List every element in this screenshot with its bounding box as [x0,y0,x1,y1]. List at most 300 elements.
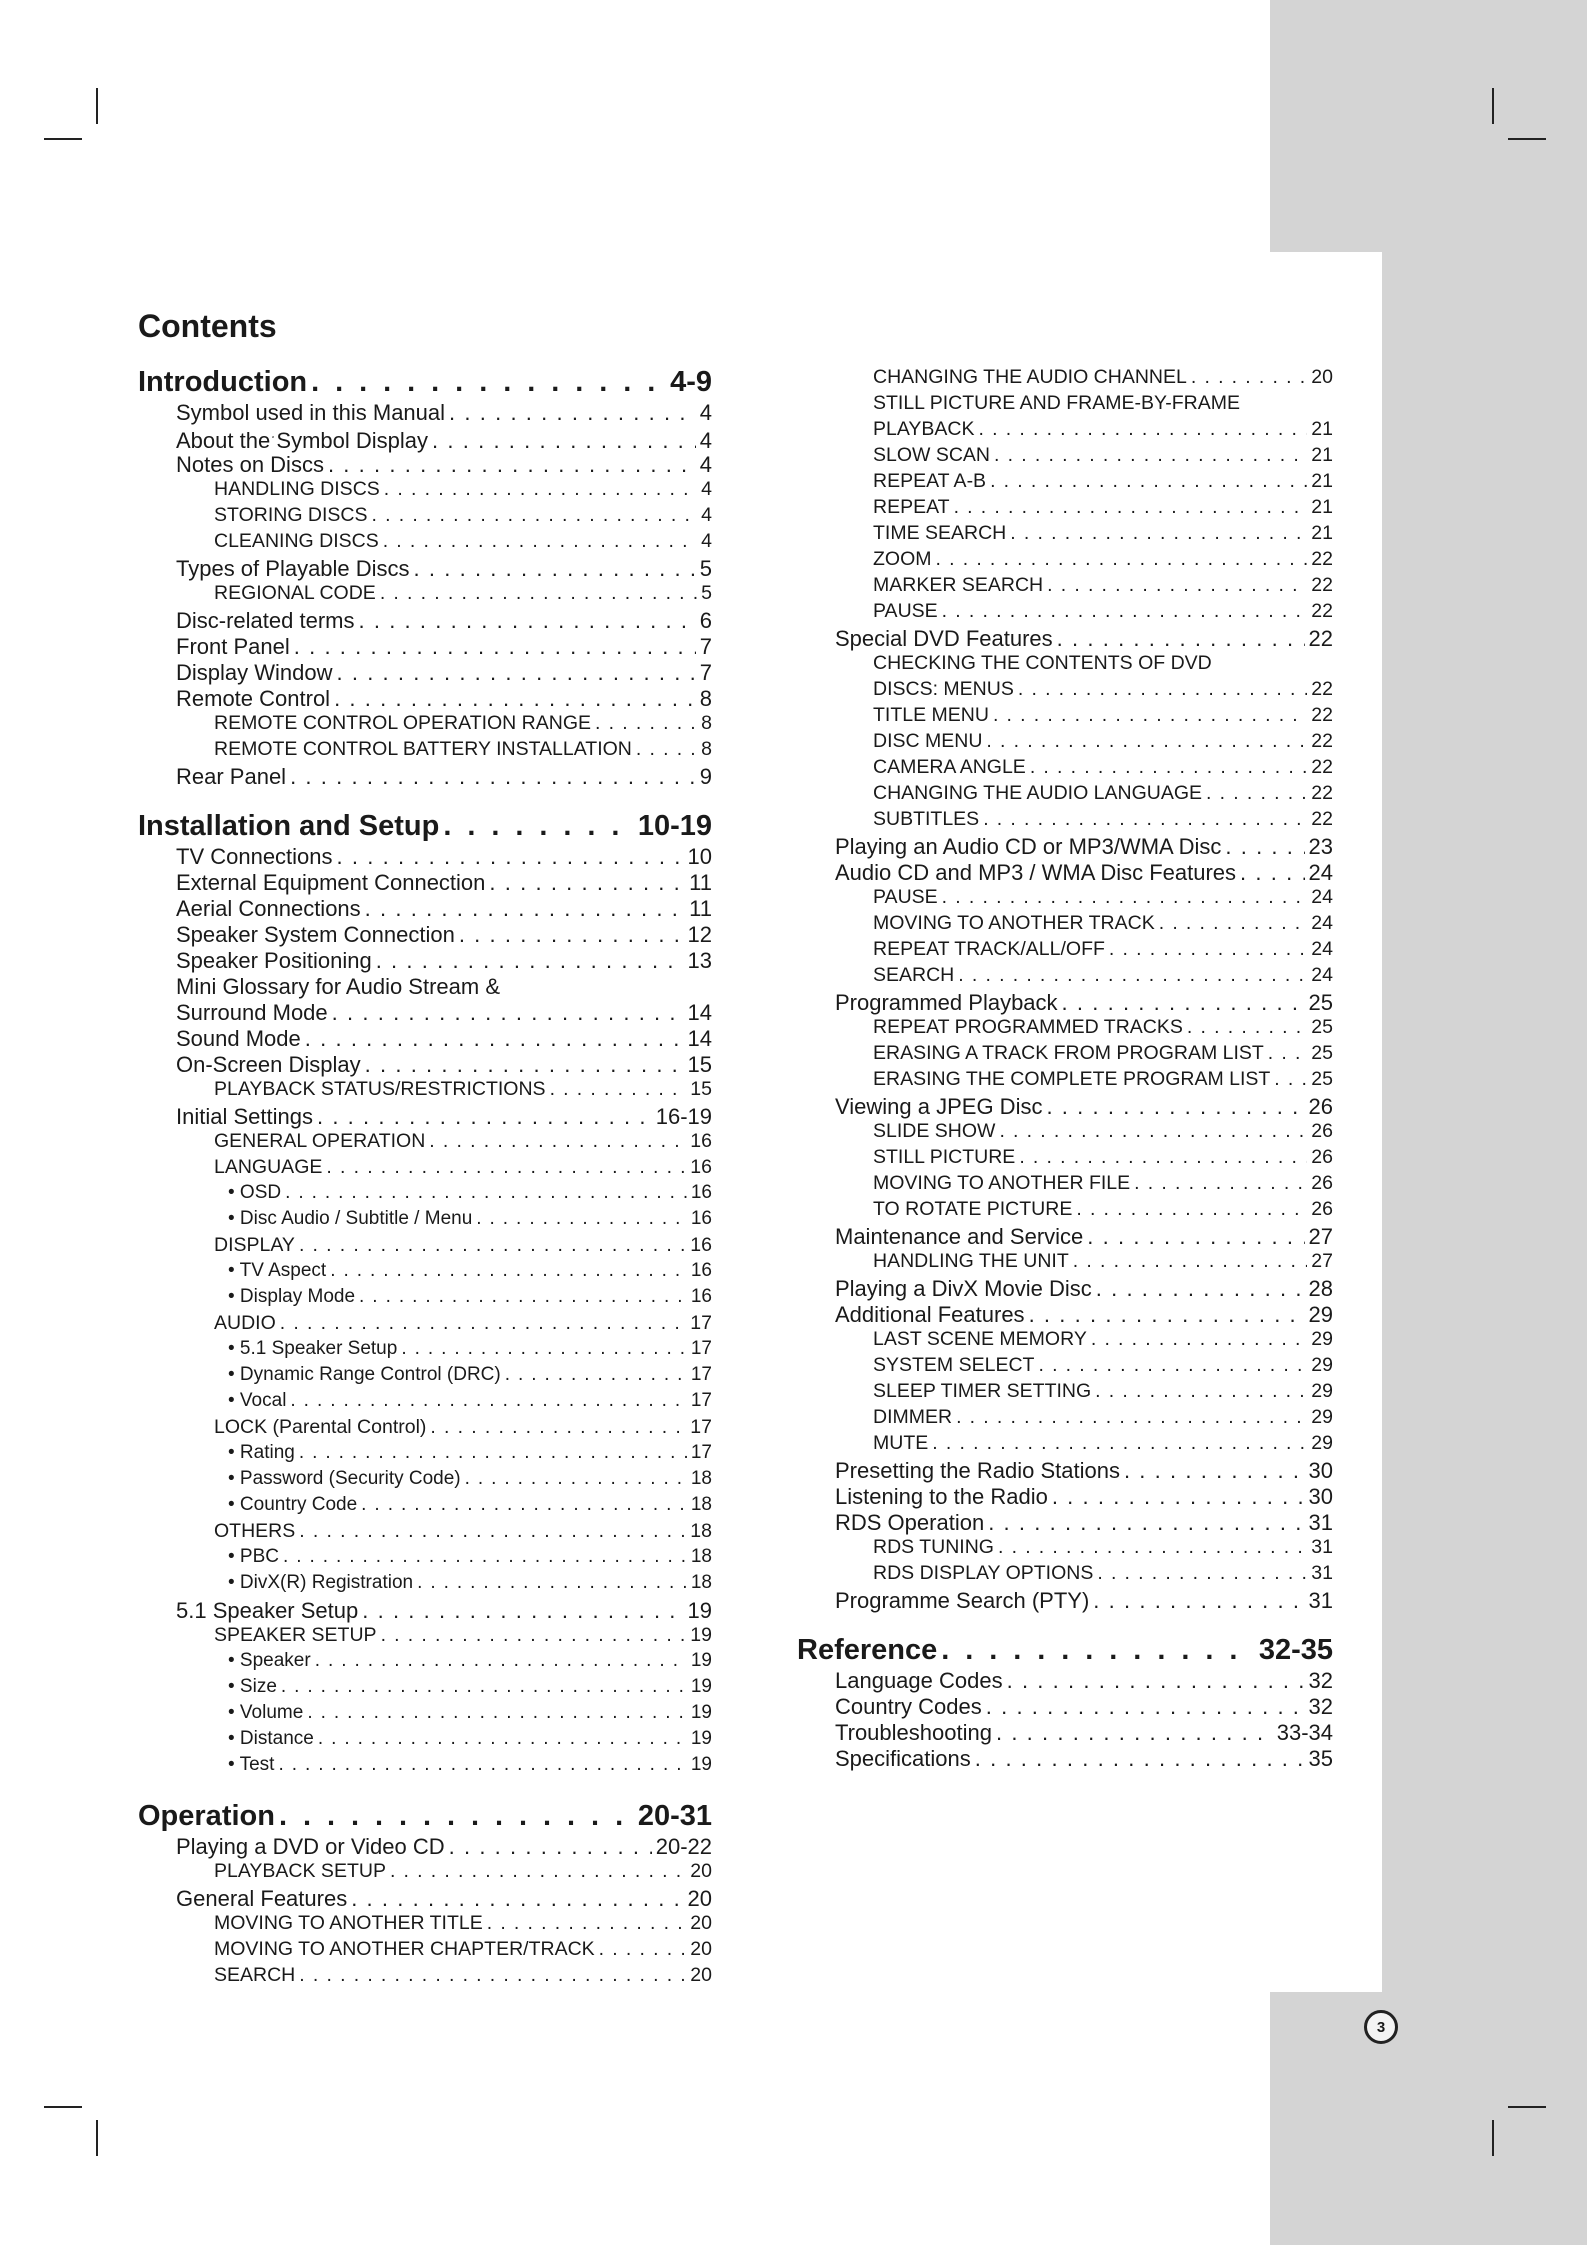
toc-entry-page: 16 [690,1260,712,1281]
toc-entry[interactable] [176,556,712,582]
dot-leader [932,1432,1307,1455]
toc-entry-page: 26 [1311,1120,1333,1142]
toc-entry[interactable] [873,470,1333,496]
toc-entry[interactable] [873,886,1333,912]
toc-entry[interactable] [873,574,1333,600]
toc-entry[interactable] [176,1834,712,1860]
toc-entry-label: TV Connections [176,844,333,869]
toc-entry[interactable] [214,1078,712,1104]
toc-entry[interactable] [176,1598,712,1624]
toc-entry-page: 15 [687,1052,712,1077]
toc-entry-label: REPEAT [873,496,950,518]
toc-entry[interactable] [835,1224,1333,1250]
toc-entry-label: • OSD [228,1182,282,1203]
dot-leader [983,808,1307,831]
dot-leader [505,1364,687,1386]
toc-entry[interactable] [873,522,1333,548]
toc-entry-label: • 5.1 Speaker Setup [228,1338,398,1359]
toc-entry-page: 4-9 [670,366,712,398]
toc-entry-label: Installation and Setup [138,810,440,842]
toc-entry[interactable] [228,1286,712,1312]
toc-entry-label: PLAYBACK SETUP [214,1860,386,1882]
toc-entry-page: 8 [701,712,712,734]
dot-leader [1187,1016,1307,1039]
toc-entry[interactable] [873,912,1333,938]
toc-entry[interactable] [873,1380,1333,1406]
toc-entry-label: • Vocal [228,1390,287,1411]
dot-leader [996,1720,1273,1746]
crop-mark [1492,88,1494,124]
toc-entry[interactable] [176,1026,712,1052]
gray-band-right [1382,0,1587,2245]
dot-leader [311,366,666,399]
toc-entry[interactable] [873,1120,1333,1146]
crop-mark [96,88,98,124]
toc-entry-label: General Features [176,1886,348,1911]
toc-entry[interactable] [873,1536,1333,1562]
toc-entry-label: • Rating [228,1442,295,1463]
toc-entry-label: Front Panel [176,634,290,659]
toc-entry[interactable] [873,704,1333,730]
dot-leader [1018,678,1307,701]
toc-entry[interactable] [228,1182,712,1208]
toc-entry[interactable] [176,844,712,870]
toc-entry-page: 25 [1308,990,1333,1015]
toc-entry[interactable] [228,1572,712,1598]
dot-leader [330,1260,687,1282]
toc-entry[interactable] [214,478,712,504]
toc-entry-page: 22 [1311,678,1333,700]
toc-entry-page: 17 [690,1416,712,1438]
toc-entry[interactable] [835,626,1333,652]
dot-leader [990,470,1307,493]
toc-entry[interactable] [873,756,1333,782]
toc-entry-label: MOVING TO ANOTHER TITLE [214,1912,483,1934]
toc-entry-label: Operation [138,1800,275,1832]
toc-entry[interactable] [873,1328,1333,1354]
toc-entry-page: 4 [701,504,712,526]
dot-leader [994,444,1307,467]
toc-entry[interactable] [176,870,712,896]
toc-entry-label: HANDLING DISCS [214,478,380,500]
toc-entry-label: REPEAT A-B [873,470,987,492]
toc-entry[interactable] [176,400,712,426]
toc-entry[interactable] [176,922,712,948]
toc-entry-label: TITLE MENU [873,704,989,726]
toc-entry[interactable] [214,1912,712,1938]
toc-entry-label: • Test [228,1754,275,1775]
toc-entry-page: 4 [701,530,712,552]
toc-entry[interactable] [835,1746,1333,1772]
toc-entry[interactable] [873,964,1333,990]
toc-entry-page: 29 [1311,1354,1333,1376]
toc-entry-label: STORING DISCS [214,504,368,526]
toc-entry-label: Maintenance and Service [835,1224,1084,1249]
toc-entry[interactable] [228,1494,712,1520]
toc-entry[interactable] [835,1694,1333,1720]
dot-leader [1076,1198,1307,1221]
dot-leader [998,1536,1307,1559]
toc-entry[interactable] [873,600,1333,626]
toc-entry-page: 14 [687,1026,712,1051]
toc-entry[interactable] [214,712,712,738]
toc-entry-label: Notes on Discs [176,452,324,477]
toc-entry-page: 10-19 [637,810,712,842]
toc-entry-page: 4 [699,452,712,477]
dot-leader [465,1468,687,1490]
toc-entry-label: DISCS: MENUS [873,678,1014,700]
dot-leader [1007,1668,1305,1694]
toc-entry-page: 16 [690,1156,712,1178]
toc-entry-page: 18 [690,1494,712,1515]
toc-entry-page: 21 [1311,470,1333,492]
toc-entry[interactable] [873,1562,1333,1588]
toc-entry[interactable] [176,1104,712,1130]
dot-leader [432,428,696,454]
dot-leader [332,1000,684,1026]
toc-entry[interactable] [873,1432,1333,1458]
toc-entry[interactable] [228,1364,712,1390]
crop-mark [1492,2120,1494,2156]
toc-entry[interactable] [214,1312,712,1338]
toc-entry-label: LAST SCENE MEMORY [873,1328,1087,1350]
dot-leader [365,896,685,922]
toc-entry-page: 29 [1308,1302,1333,1327]
toc-entry-page: 31 [1311,1562,1333,1584]
toc-entry-page: 26 [1311,1198,1333,1220]
dot-leader [942,600,1308,623]
toc-entry-page: 29 [1311,1406,1333,1428]
toc-entry[interactable] [176,1000,712,1026]
dot-leader [1087,1224,1304,1250]
toc-entry[interactable] [176,686,712,712]
dot-leader [278,1754,686,1776]
toc-entry[interactable] [873,444,1333,470]
dot-leader [595,712,697,735]
toc-entry-label: PLAYBACK STATUS/RESTRICTIONS [214,1078,546,1100]
toc-entry-label: Introduction [138,366,308,398]
toc-entry-page: 29 [1311,1328,1333,1350]
toc-entry-page: 20-22 [655,1834,712,1859]
dot-leader [459,922,684,948]
toc-entry[interactable] [835,1458,1333,1484]
toc-entry[interactable] [835,834,1333,860]
toc-entry[interactable] [214,1964,712,1990]
toc-entry-page: 20 [687,1886,712,1911]
toc-entry-page: 18 [690,1572,712,1593]
toc-entry-page: 22 [1311,730,1333,752]
dot-leader [299,1442,687,1464]
toc-entry-label: MARKER SEARCH [873,574,1044,596]
toc-entry-page: 17 [690,1390,712,1411]
dot-leader [317,1104,652,1130]
dot-leader [975,1746,1305,1772]
toc-entry-label: On-Screen Display [176,1052,361,1077]
crop-mark [1508,2106,1546,2108]
dot-leader [1268,1042,1308,1065]
toc-entry-page: 31 [1308,1588,1333,1613]
toc-entry[interactable] [873,808,1333,834]
dot-leader [1047,574,1307,597]
toc-entry[interactable] [835,1720,1333,1746]
toc-entry[interactable] [873,392,1333,418]
toc-entry[interactable] [176,948,712,974]
toc-entry-page: 22 [1308,626,1333,651]
toc-entry[interactable] [835,1668,1333,1694]
toc-entry[interactable] [176,1886,712,1912]
dot-leader [1019,1146,1307,1169]
toc-entry[interactable] [228,1260,712,1286]
toc-entry[interactable] [228,1650,712,1676]
toc-entry[interactable] [176,896,712,922]
toc-entry-page: 5 [701,582,712,604]
toc-entry[interactable] [176,426,712,452]
toc-entry-label: Types of Playable Discs [176,556,410,581]
toc-entry-page: 22 [1311,574,1333,596]
toc-entry-page: 12 [687,922,712,947]
toc-entry-label: REGIONAL CODE [214,582,376,604]
dot-leader [337,660,696,686]
toc-entry[interactable] [176,634,712,660]
dot-leader [599,1938,687,1961]
toc-entry-page: 17 [690,1312,712,1334]
toc-entry[interactable] [873,548,1333,574]
toc-entry[interactable] [228,1442,712,1468]
toc-entry-label: • TV Aspect [228,1260,327,1281]
toc-section[interactable] [138,366,712,400]
toc-entry[interactable] [176,1052,712,1078]
dot-leader [334,686,696,712]
toc-entry[interactable] [228,1754,712,1780]
toc-entry-label: Viewing a JPEG Disc [835,1094,1043,1119]
dot-leader [429,1130,686,1153]
toc-entry[interactable] [873,1146,1333,1172]
dot-leader [1057,626,1305,652]
toc-entry[interactable] [873,938,1333,964]
toc-entry-label: Symbol used in this Manual [176,400,446,425]
toc-entry[interactable] [214,582,712,608]
dot-leader [550,1078,687,1101]
toc-entry-page: 31 [1311,1536,1333,1558]
toc-entry[interactable] [214,1234,712,1260]
dot-leader [1240,860,1304,886]
toc-entry[interactable] [214,1130,712,1156]
toc-entry[interactable] [873,1250,1333,1276]
toc-entry-label: CHANGING THE AUDIO CHANNEL [873,366,1187,388]
toc-entry-page: 22 [1311,704,1333,726]
toc-entry-label: Display Window [176,660,333,685]
dot-leader [986,1694,1305,1720]
toc-entry-label: • Display Mode [228,1286,356,1307]
toc-entry-page: 5 [699,556,712,581]
toc-entry-page: 25 [1311,1016,1333,1038]
dot-leader [417,1572,687,1594]
toc-entry[interactable] [228,1676,712,1702]
dot-leader [359,1286,687,1308]
toc-entry[interactable] [228,1728,712,1754]
toc-entry-label: Sound Mode [176,1026,301,1051]
toc-entry[interactable] [176,452,712,478]
toc-entry-page: 19 [690,1624,712,1646]
dot-leader [941,1634,1255,1667]
toc-section[interactable] [797,1634,1333,1668]
toc-entry-label-suffix: Symbol Display [276,428,429,453]
toc-entry[interactable] [873,366,1333,392]
toc-entry[interactable] [176,660,712,686]
toc-entry-page: 20 [690,1912,712,1934]
toc-entry[interactable] [835,1484,1333,1510]
dot-leader [1010,522,1307,545]
toc-entry[interactable] [835,860,1333,886]
toc-entry-page: 33-34 [1276,1720,1333,1745]
toc-entry-label: About the [176,428,271,453]
toc-entry-page: 19 [690,1754,712,1775]
toc-entry[interactable] [214,1860,712,1886]
toc-entry[interactable] [214,1624,712,1650]
dot-leader [1096,1276,1305,1302]
toc-entry-label: SLIDE SHOW [873,1120,996,1142]
toc-entry[interactable] [214,1156,712,1182]
dot-leader [1159,912,1308,935]
toc-entry[interactable] [873,1198,1333,1224]
toc-entry[interactable] [835,990,1333,1016]
toc-entry-label: LOCK (Parental Control) [214,1416,427,1438]
dot-leader [1073,1250,1308,1273]
toc-entry[interactable] [835,1510,1333,1536]
toc-entry-label: • Country Code [228,1494,358,1515]
toc-entry-label: • DivX(R) Registration [228,1572,414,1593]
toc-entry[interactable] [176,764,712,790]
toc-entry[interactable] [228,1338,712,1364]
dot-leader [328,452,696,478]
toc-entry[interactable] [214,504,712,530]
dot-leader [299,1964,686,1987]
toc-entry-page: 18 [690,1520,712,1542]
toc-entry-page: 22 [1311,548,1333,570]
dot-leader [390,1860,686,1883]
dot-leader [449,1834,652,1860]
toc-entry[interactable] [873,1406,1333,1432]
toc-entry-label: REPEAT TRACK/ALL/OFF [873,938,1105,960]
toc-entry-label: Language Codes [835,1668,1003,1693]
dot-leader [299,1520,686,1543]
toc-entry[interactable] [873,782,1333,808]
toc-entry-page: 23 [1308,834,1333,859]
dot-leader [476,1208,687,1230]
toc-entry[interactable] [228,1702,712,1728]
toc-entry[interactable] [835,1276,1333,1302]
toc-entry[interactable] [873,730,1333,756]
dot-leader [1124,1458,1305,1484]
toc-entry[interactable] [873,1068,1333,1094]
toc-entry[interactable] [835,1094,1333,1120]
toc-entry-page: 26 [1308,1094,1333,1119]
dot-leader [999,1120,1307,1143]
toc-entry[interactable] [228,1468,712,1494]
toc-entry[interactable] [873,1042,1333,1068]
dot-leader [361,1494,687,1516]
toc-section[interactable] [138,810,712,844]
toc-entry[interactable] [873,496,1333,522]
toc-entry-page: 25 [1311,1068,1333,1090]
toc-entry-page: 29 [1311,1432,1333,1454]
toc-entry-page: 18 [690,1546,712,1567]
dot-leader [942,886,1308,909]
dot-leader [401,1338,687,1360]
dot-leader [986,730,1307,753]
dot-leader [279,1800,634,1833]
toc-entry[interactable] [214,738,712,764]
toc-entry-label: Presetting the Radio Stations [835,1458,1120,1483]
toc-entry[interactable] [214,1520,712,1546]
toc-entry-page: 25 [1311,1042,1333,1064]
toc-entry[interactable] [228,1546,712,1572]
toc-entry-label: Speaker Positioning [176,948,372,973]
toc-entry[interactable] [176,608,712,634]
dot-leader [290,764,696,790]
dot-leader [365,1052,684,1078]
toc-entry-label: Surround Mode [176,1000,328,1025]
toc-entry-page: 19 [690,1676,712,1697]
toc-entry-label: Playing an Audio CD or MP3/WMA Disc [835,834,1222,859]
toc-entry[interactable] [176,974,712,1000]
toc-entry-label: • Speaker [228,1650,311,1671]
toc-entry-page: 19 [690,1702,712,1723]
toc-entry[interactable] [835,1588,1333,1614]
toc-entry[interactable] [873,678,1333,704]
toc-entry-page: 20 [690,1860,712,1882]
toc-entry-label: • PBC [228,1546,279,1567]
toc-entry[interactable] [214,530,712,556]
dot-leader [358,608,695,634]
toc-entry[interactable] [873,418,1333,444]
toc-entry[interactable] [228,1208,712,1234]
toc-entry-page: 22 [1311,600,1333,622]
toc-entry-label: Disc-related terms [176,608,355,633]
toc-entry-label: Reference [797,1634,938,1666]
toc-entry-label: RDS Operation [835,1510,985,1535]
toc-entry-page: 32 [1308,1694,1333,1719]
toc-entry[interactable] [214,1938,712,1964]
toc-entry[interactable] [873,1172,1333,1198]
toc-entry-label: REMOTE CONTROL OPERATION RANGE [214,712,592,734]
dot-leader [993,704,1307,727]
dot-leader [489,870,685,896]
toc-entry-label: • Size [228,1676,277,1697]
toc-entry[interactable] [873,652,1333,678]
toc-entry-label: RDS TUNING [873,1536,994,1558]
toc-entry-page: 8 [701,738,712,760]
toc-entry-page: 27 [1308,1224,1333,1249]
dot-leader [294,634,696,660]
toc-entry-page: 21 [1311,418,1333,440]
toc-entry-page: 13 [687,948,712,973]
toc-entry-page: 21 [1311,444,1333,466]
toc-entry-page: 24 [1311,938,1333,960]
toc-entry-label: Mini Glossary for Audio Stream & [176,974,501,999]
dot-leader [956,1406,1307,1429]
toc-entry[interactable] [214,1416,712,1442]
dot-leader [1030,756,1307,779]
toc-entry[interactable] [835,1302,1333,1328]
toc-entry-page: 24 [1311,964,1333,986]
toc-section[interactable] [138,1800,712,1834]
toc-entry-page: 32-35 [1258,1634,1333,1666]
toc-entry[interactable] [228,1390,712,1416]
toc-entry[interactable] [873,1016,1333,1042]
dot-leader [305,1026,684,1052]
toc-entry[interactable] [873,1354,1333,1380]
